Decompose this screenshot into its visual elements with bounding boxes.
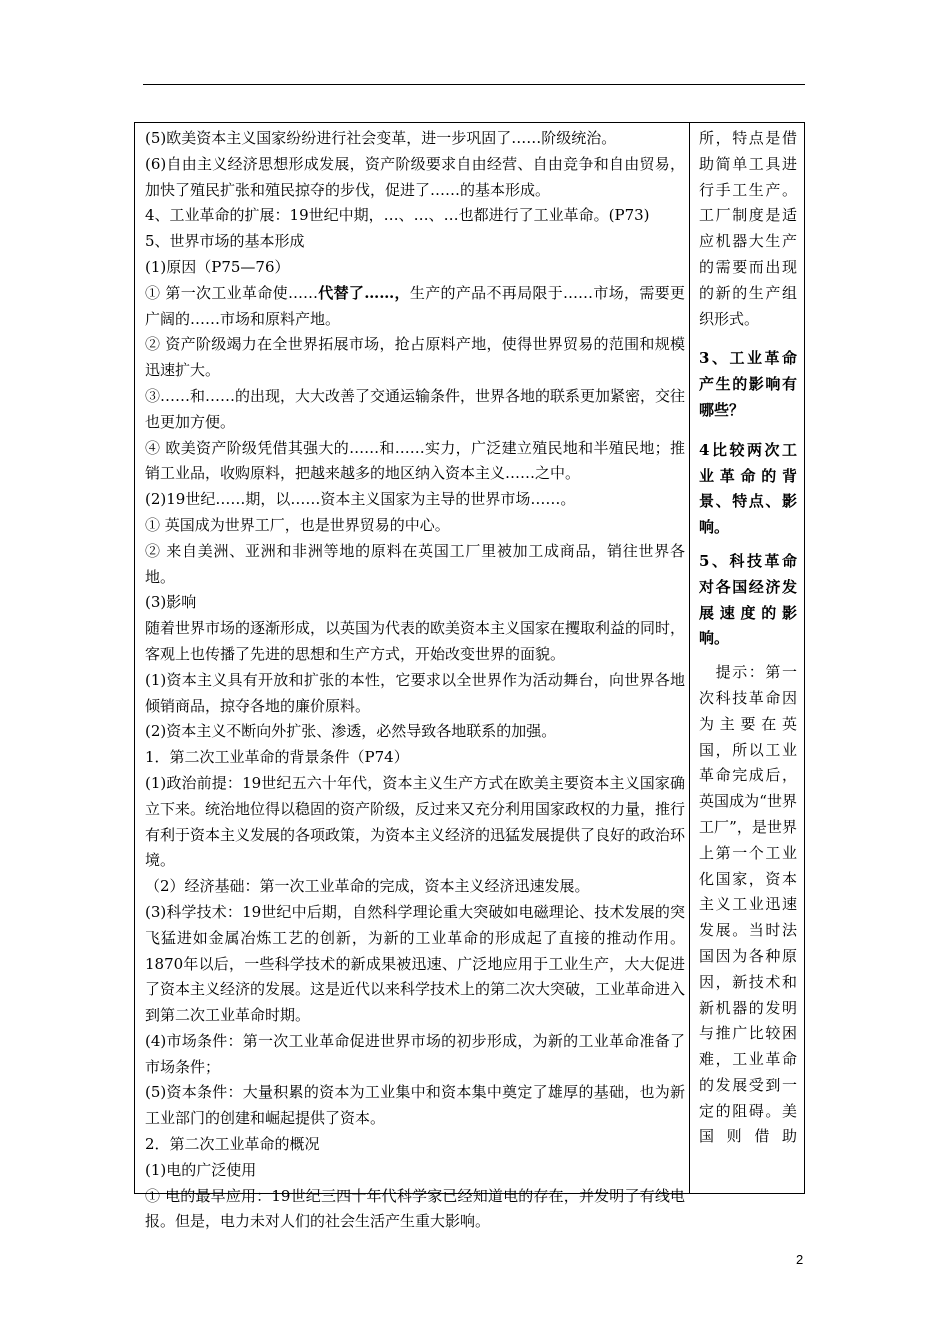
paragraph: (1)资本主义具有开放和扩张的本性，它要求以全世界作为活动舞台，向世界各地倾销商品，掠夺各地的廉价原料。 <box>145 670 685 715</box>
column-divider <box>689 123 690 1193</box>
paragraph: ① 电的最早应用：19世纪三四十年代科学家已经知道电的存在，并发明了有线电报。但是，电力未对人们的社会生活产生重大影响。 <box>145 1186 685 1231</box>
paragraph: (2)资本主义不断向外扩张、渗透，必然导致各地联系的加强。 <box>145 722 557 741</box>
section-heading: 1．第二次工业革命的背景条件（P74） <box>145 748 409 767</box>
spacer <box>699 652 797 660</box>
paragraph: ④ 欧美资产阶级凭借其强大的……和……实力，广泛建立殖民地和半殖民地；推销工业品，收购原料，把越来越多的地区纳入资本主义……之中。 <box>145 438 685 483</box>
question-5: 5、科技革命对各国经济发展速度的影响。 <box>699 551 797 648</box>
paragraph: (1)政治前提：19世纪五六十年代，资本主义生产方式在欧美主要资本主义国家确立下来。统治地位得以稳固的资产阶级，反过来又充分利用国家政权的力量，推行有利于资本主义发展的各项政策，为资本主义经济的迅猛发展提供了良好的政治环境。 <box>145 773 686 870</box>
paragraph: (3)科学技术：19世纪中后期，自然科学理论重大突破如电磁理论、技术发展的突飞猛进如金属冶炼工艺的创新，为新的工业革命的形成起了直接的推动作用。 1870年以后，一些科学技术的新成果被迅速、广泛地应用于工业生产，大大促进了资本主义经济的发展。这是近代以来科学技术上的第二次大突破，工业革命进入到第二次工业革命时期。 <box>145 902 686 1025</box>
main-content-column <box>145 126 686 1231</box>
notes-column <box>699 126 797 1192</box>
header-rule <box>143 84 805 85</box>
paragraph: (1)原因（P75—76） <box>145 257 290 276</box>
paragraph: (4)市场条件：第一次工业革命促进世界市场的初步形成，为新的工业革命准备了市场条件； <box>145 1031 685 1076</box>
question-4: 4比较两次工业革命的背景、特点、影响。 <box>699 440 797 537</box>
text-run: 生产的产品不再局限于……市场，需要更广阔的……市场和原料产地。 <box>145 283 685 328</box>
paragraph: (6)自由主义经济思想形成发展，资产阶级要求自由经营、自由竞争和自由贸易，加快了殖民扩张和殖民掠夺的步伐，促进了……的基本形成。 <box>145 154 685 199</box>
section-heading: 2．第二次工业革命的概况 <box>145 1135 320 1154</box>
paragraph: ② 资产阶级竭力在全世界拓展市场，抢占原料产地，使得世界贸易的范围和规模迅速扩大。 <box>145 335 685 380</box>
hint-text: 提示：第一次科技革命因为主要在英国，所以工业革命完成后，英国成为“世界工厂”，是世界上第一个工业化国家，资本主义工业迅速发展。当时法国因为各种原因，新技术和新机器的发明与推广比较困难，工业革命的发展受到一定的阻碍。美国则借助 <box>699 663 797 1146</box>
note-text: 所，特点是借助简单工具进行手工生产。工厂制度是适应机器大生产的需要而出现的新的生产组织形式。 <box>699 129 797 328</box>
paragraph: 4、工业革命的扩展：19世纪中期，…、…、…也都进行了工业革命。(P73) <box>145 206 650 225</box>
paragraph: (2)19世纪……期，以……资本主义国家为主导的世界市场……。 <box>145 490 576 509</box>
paragraph: 随着世界市场的逐渐形成，以英国为代表的欧美资本主义国家在攫取利益的同时，客观上也传播了先进的思想和生产方式，开始改变世界的面貌。 <box>145 619 686 663</box>
question-3: 3、工业革命产生的影响有哪些？ <box>699 349 797 419</box>
paragraph: (3)影响 <box>145 593 197 612</box>
paragraph <box>145 281 685 333</box>
paragraph: (1)电的广泛使用 <box>145 1160 257 1179</box>
spacer <box>699 541 797 549</box>
text-run: ① 第一次工业革命使…… <box>145 283 318 302</box>
bold-text-run: 代替了……， <box>317 283 410 302</box>
page-number: 2 <box>796 1252 804 1267</box>
paragraph: (5)欧美资本主义国家纷纷进行社会变革，进一步巩固了……阶级统治。 <box>145 129 617 147</box>
paragraph: ③……和……的出现，大大改善了交通运输条件，世界各地的联系更加紧密，交往也更加方便。 <box>145 386 686 431</box>
paragraph: （2）经济基础：第一次工业革命的完成，资本主义经济迅速发展。 <box>145 877 590 896</box>
spacer <box>699 332 797 346</box>
content-table <box>134 122 805 1231</box>
paragraph: ① 英国成为世界工厂，也是世界贸易的中心。 <box>145 515 450 534</box>
spacer <box>699 424 797 438</box>
paragraph: ② 来自美洲、亚洲和非洲等地的原料在英国工厂里被加工成商品，销往世界各地。 <box>145 541 685 586</box>
section-heading: 5、世界市场的基本形成 <box>145 232 305 251</box>
paragraph: (5)资本条件：大量积累的资本为工业集中和资本集中奠定了雄厚的基础，也为新工业部门的创建和崛起提供了资本。 <box>145 1083 685 1128</box>
